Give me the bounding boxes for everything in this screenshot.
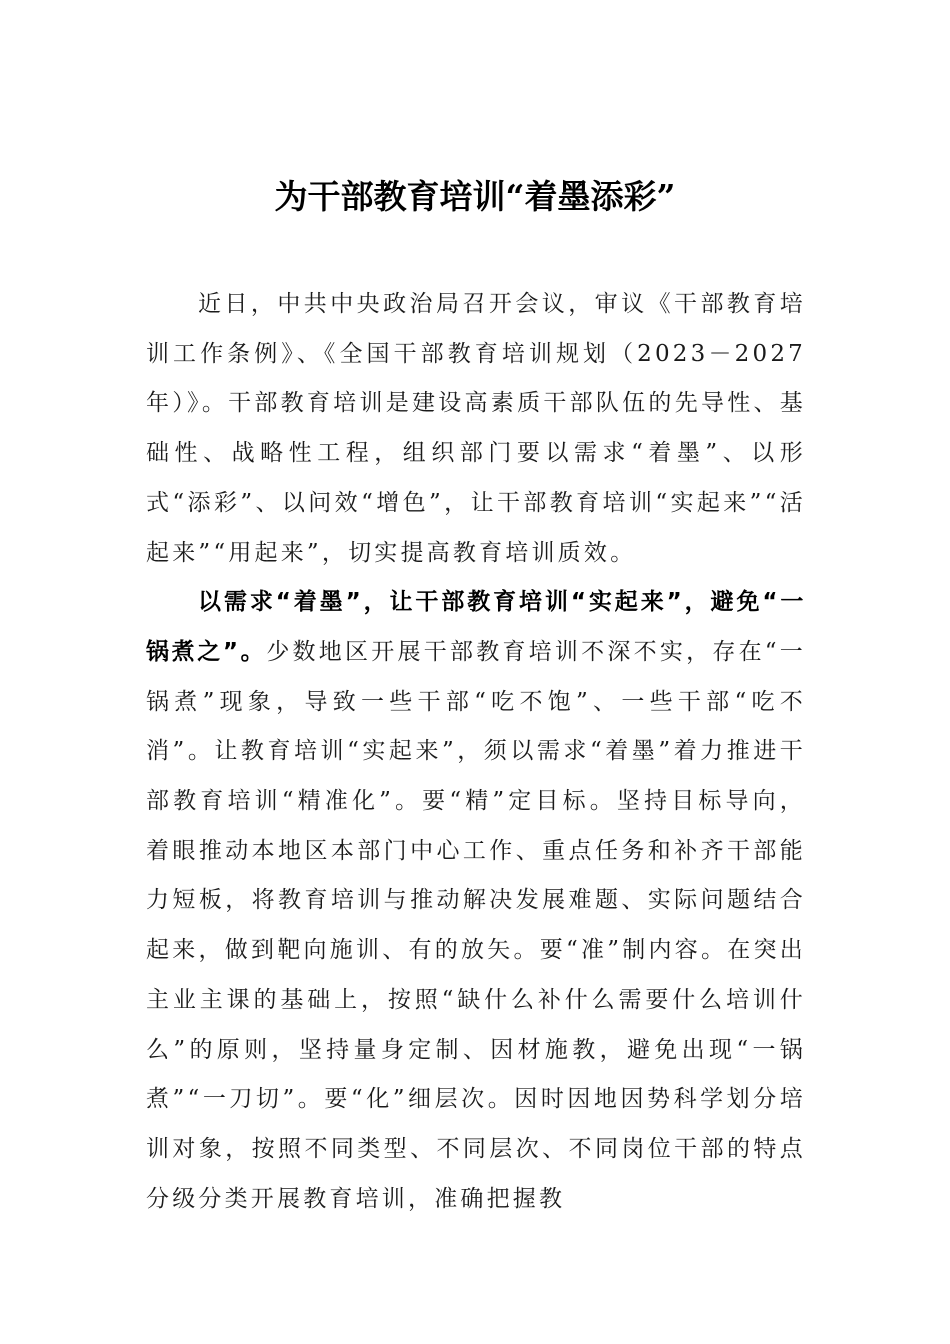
document-body — [146, 280, 806, 1224]
paragraph-2-text: 少数地区开展干部教育培训不深不实，存在“一锅煮”现象，导致一些干部“吃不饱”、一些干部“吃不消”。让教育培训“实起来”，须以需求“着墨”着力推进干部教育培训“精准化”。要“精”定目标。坚持目标导向，着眼推动本地区本部门中心工作、重点任务和补齐干部能力短板，将教育培训与推动解决发展难题、实际问题结合起来，做到靶向施训、有的放矢。要“准”制内容。在突出主业主课的基础上，按照“缺什么补什么需要什么培训什么”的原则，坚持量身定制、因材施教，避免出现“一锅煮”“一刀切”。要“化”细层次。因时因地因势科学划分培训对象，按照不同类型、不同层次、不同岗位干部的特点分级分类开展教育培训，准确把握教 — [146, 638, 806, 1212]
paragraph-2 — [146, 578, 806, 1224]
paragraph-1-text: 近日，中共中央政治局召开会议，审议《干部教育培训工作条例》、《全国干部教育培训规划（2023－2027年）》。干部教育培训是建设高素质干部队伍的先导性、基础性、战略性工程，组织部门要以需求“着墨”、以形式“添彩”、以问效“增色”，让干部教育培训“实起来”“活起来”“用起来”，切实提高教育培训质效。 — [146, 291, 806, 566]
paragraph-2-lead: 以需求“着墨”，让干部教育培训“实起来”，避免“一锅煮之”。 — [146, 589, 806, 665]
paragraph-1 — [146, 280, 806, 578]
document-title: 为干部教育培训“着墨添彩” — [274, 177, 676, 216]
